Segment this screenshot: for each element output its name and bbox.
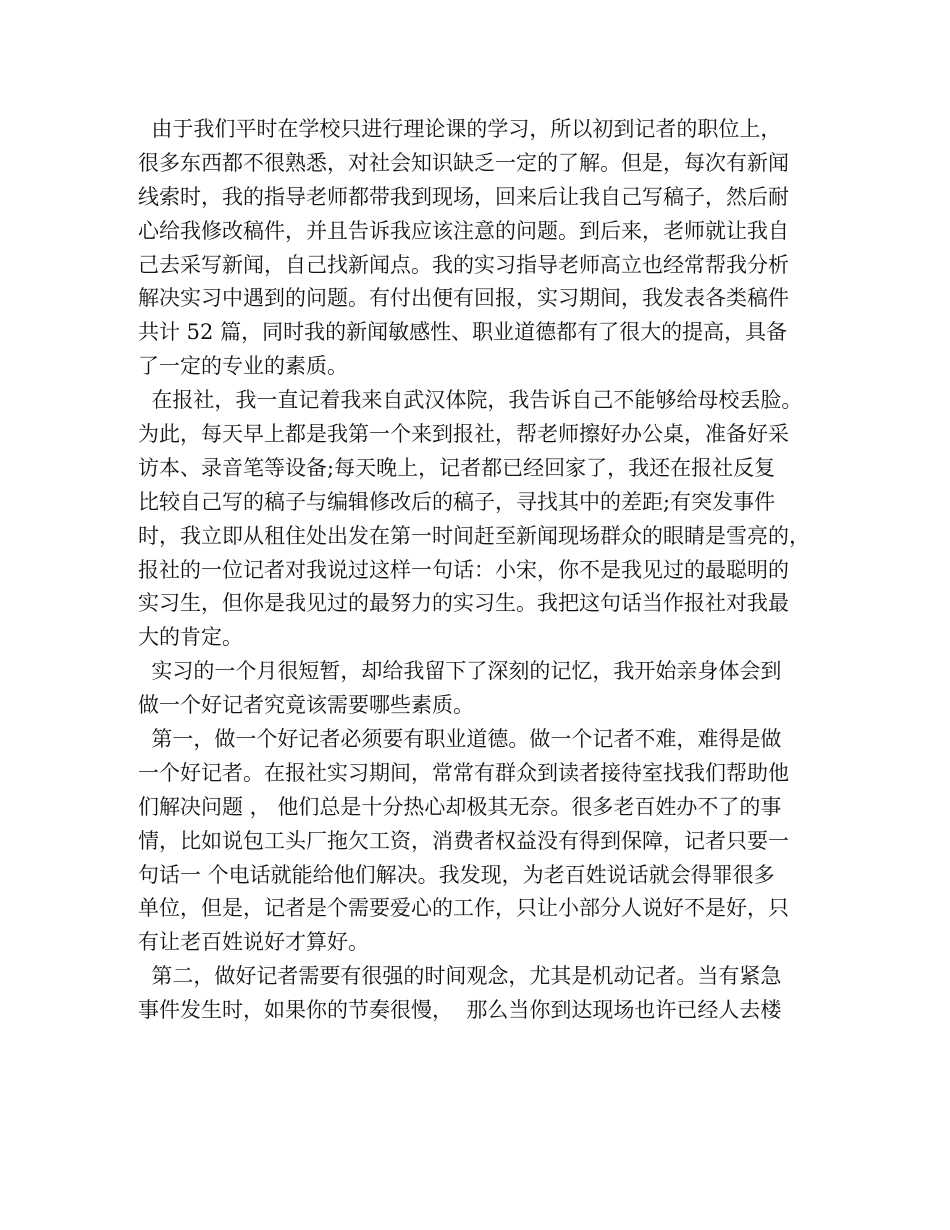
text-line: 比较自己写的稿子与编辑修改后的稿子，寻找其中的差距;有突发事件	[138, 489, 776, 514]
text-line: 句话一 个电话就能给他们解决。我发现，为老百姓说话就会得罪很多	[138, 862, 775, 887]
text-line: 了一定的专业的素质。	[138, 354, 348, 379]
text-line: 由于我们平时在学校只进行理论课的学习，所以初到记者的职位上，	[138, 117, 782, 141]
text-line: 时，我立即从租住处出发在第一时间赶至新闻现场群众的眼睛是雪亮的，	[138, 523, 810, 548]
text-line: 有让老百姓说好才算好。	[138, 930, 369, 955]
text-line: 们解决问题 ， 他们总是十分热心却极其无奈。很多老百姓办不了的事	[138, 794, 782, 819]
text-line: 实习的一个月很短暂，却给我留下了深刻的记忆，我开始亲身体会到	[138, 659, 782, 684]
text-line: 很多东西都不很熟悉，对社会知识缺乏一定的了解。但是，每次有新闻	[138, 150, 789, 175]
text-line: 为此，每天早上都是我第一个来到报社，帮老师擦好办公桌，准备好采	[138, 422, 789, 447]
text-line: 第二，做好记者需要有很强的时间观念，尤其是机动记者。当有紧急	[138, 964, 782, 989]
text-line: 第一，做一个好记者必须要有职业道德。做一个记者不难，难得是做	[138, 727, 782, 752]
text-line: 在报社，我一直记着我来自武汉体院，我告诉自己不能够给母校丢脸。	[138, 388, 803, 413]
body-text	[138, 113, 838, 1028]
text-line: 一个好记者。在报社实习期间，常常有群众到读者接待室找我们帮助他	[138, 760, 789, 785]
text-line: 事件发生时，如果你的节奏很慢， 那么当你到达现场也许已经人去楼	[138, 998, 782, 1023]
text-line: 解决实习中遇到的问题。有付出便有回报，实习期间，我发表各类稿件	[138, 286, 789, 311]
text-line: 实习生，但你是我见过的最努力的实习生。我把这句话当作报社对我最	[138, 591, 789, 616]
text-line: 己去采写新闻，自己找新闻点。我的实习指导老师高立也经常帮我分析	[138, 252, 789, 277]
text-line: 做一个好记者究竟该需要哪些素质。	[138, 693, 474, 718]
text-line: 心给我修改稿件，并且告诉我应该注意的问题。到后来，老师就让我自	[138, 218, 789, 243]
text-line: 情，比如说包工头厂拖欠工资，消费者权益没有得到保障，记者只要一	[138, 828, 789, 853]
text-line: 大的肯定。	[138, 625, 243, 650]
text-line: 访本、录音笔等设备;每天晚上，记者都已经回家了，我还在报社反复	[138, 455, 776, 480]
text-line: 共计 52 篇，同时我的新闻敏感性、职业道德都有了很大的提高，具备	[138, 320, 788, 345]
text-line: 单位，但是，记者是个需要爱心的工作，只让小部分人说好不是好，只	[138, 896, 789, 921]
text-line: 线索时，我的指导老师都带我到现场，回来后让我自己写稿子，然后耐	[138, 184, 789, 209]
text-line: 报社的一位记者对我说过这样一句话：小宋，你不是我见过的最聪明的	[138, 557, 789, 582]
